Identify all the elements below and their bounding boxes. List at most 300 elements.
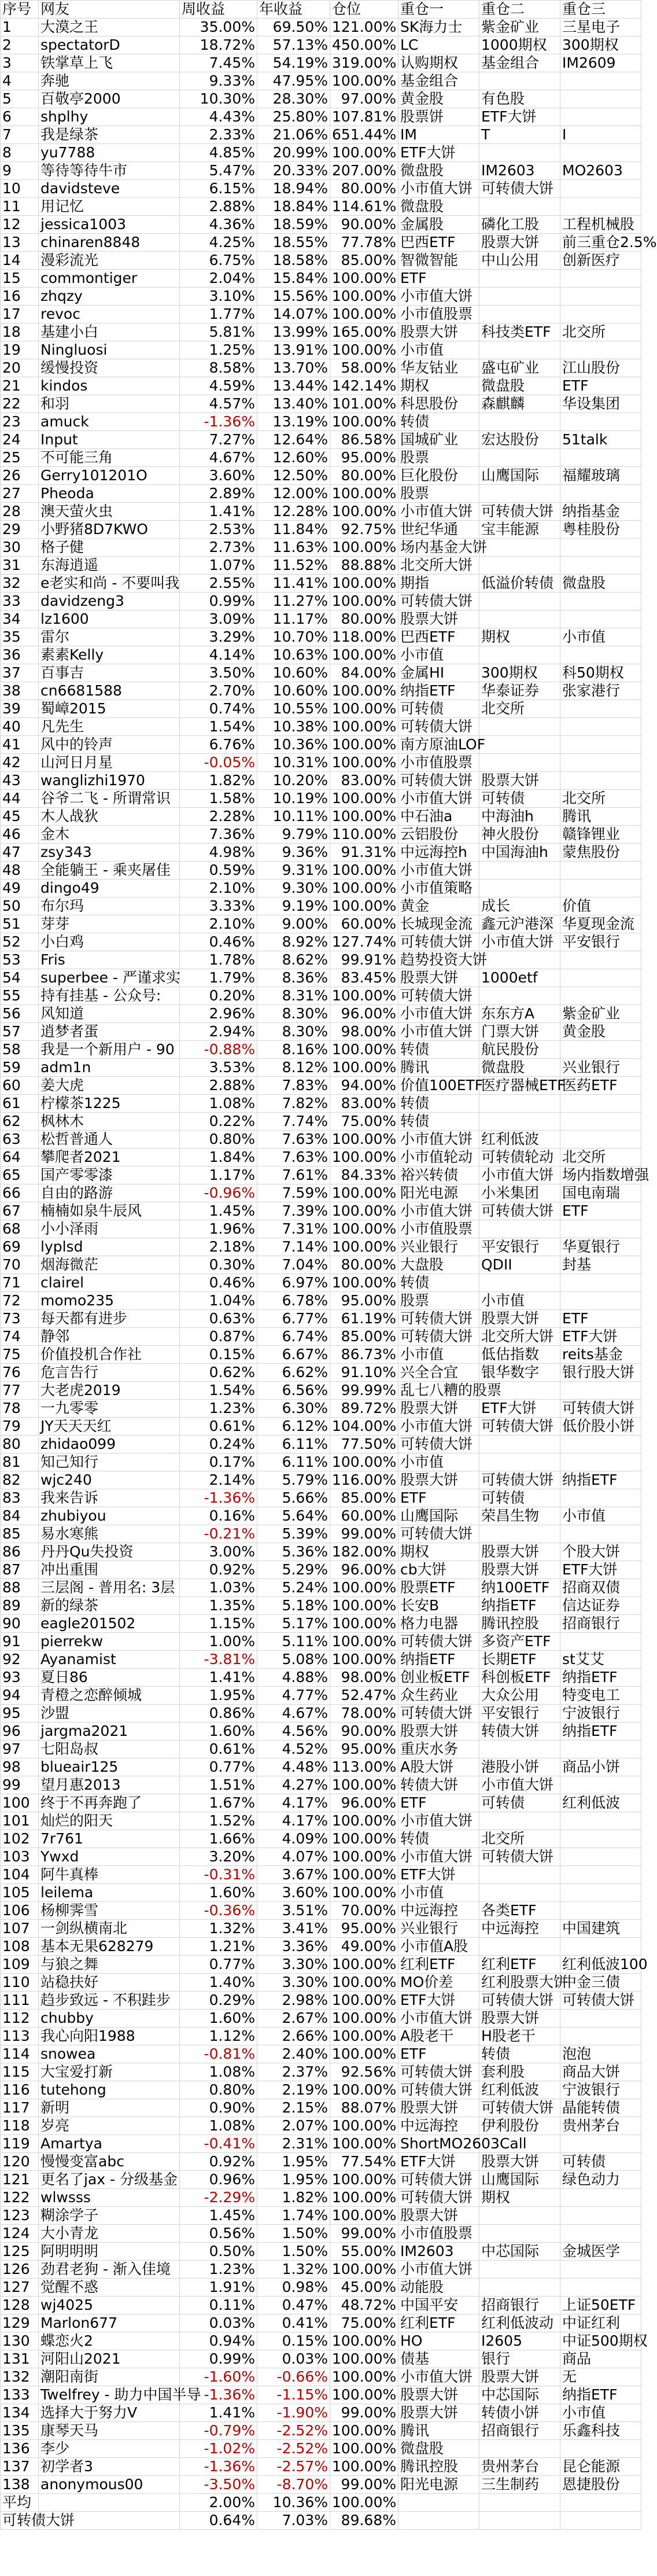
cell-position[interactable]: 92.75% xyxy=(330,521,398,539)
cell-holding-3[interactable] xyxy=(560,2189,641,2207)
cell-annual-return[interactable]: 6.56% xyxy=(257,1382,330,1400)
cell-position[interactable]: 75.00% xyxy=(330,2314,398,2332)
table-row[interactable] xyxy=(1,1758,641,1776)
cell-holding-2[interactable] xyxy=(479,646,560,664)
cell-position[interactable]: 98.00% xyxy=(330,1023,398,1041)
cell-annual-return[interactable]: 4.09% xyxy=(257,1830,330,1848)
cell-weekly-return[interactable]: 1.54% xyxy=(180,718,257,736)
cell-holding-2[interactable]: 紫金矿业 xyxy=(479,19,560,36)
cell-weekly-return[interactable]: 2.73% xyxy=(180,539,257,557)
cell-user[interactable]: 阿明明明 xyxy=(39,2243,180,2261)
cell-user[interactable]: wlwsss xyxy=(39,2189,180,2207)
cell-user[interactable]: zhidao099 xyxy=(39,1436,180,1453)
cell-position[interactable]: 100.00% xyxy=(330,503,398,521)
cell-holding-1[interactable]: 股票大饼 xyxy=(398,1400,479,1418)
cell-weekly-return[interactable]: 2.10% xyxy=(180,915,257,933)
cell-position[interactable]: 89.68% xyxy=(330,2512,398,2530)
cell-weekly-return[interactable]: 0.46% xyxy=(180,1274,257,1292)
cell-holding-2[interactable] xyxy=(479,341,560,359)
cell-holding-1[interactable]: ShortMO2603Call xyxy=(398,2135,479,2153)
cell-user[interactable]: yu7788 xyxy=(39,144,180,162)
cell-holding-1[interactable]: 中远海控 xyxy=(398,2117,479,2135)
cell-index[interactable]: 110 xyxy=(1,1974,39,1992)
cell-annual-return[interactable]: 5.79% xyxy=(257,1471,330,1489)
cell-holding-2[interactable]: I2605 xyxy=(479,2332,560,2350)
cell-annual-return[interactable]: 18.58% xyxy=(257,252,330,270)
cell-index[interactable]: 11 xyxy=(1,198,39,216)
cell-weekly-return[interactable]: 2.55% xyxy=(180,575,257,593)
cell-user[interactable]: eagle201502 xyxy=(39,1615,180,1633)
cell-holding-1[interactable] xyxy=(398,2512,479,2530)
table-row[interactable] xyxy=(1,1382,641,1400)
cell-weekly-return[interactable]: 6.76% xyxy=(180,736,257,754)
cell-holding-2[interactable]: 期权 xyxy=(479,628,560,646)
cell-holding-1[interactable]: 小市值大饼 xyxy=(398,1812,479,1830)
cell-holding-1[interactable]: 可转债大饼 xyxy=(398,1310,479,1328)
table-row[interactable] xyxy=(1,2081,641,2099)
cell-user[interactable]: Ayanamist xyxy=(39,1651,180,1669)
cell-annual-return[interactable]: 5.39% xyxy=(257,1525,330,1543)
cell-user[interactable]: 基本无果628279 xyxy=(39,1938,180,1956)
cell-annual-return[interactable]: 2.98% xyxy=(257,1992,330,2010)
cell-position[interactable]: 84.33% xyxy=(330,1166,398,1184)
cell-weekly-return[interactable]: 1.32% xyxy=(180,1920,257,1938)
cell-user[interactable]: 初学者3 xyxy=(39,2458,180,2476)
cell-user[interactable]: 基建小白 xyxy=(39,323,180,341)
cell-weekly-return[interactable]: 2.14% xyxy=(180,1471,257,1489)
cell-holding-2[interactable]: ETF大饼 xyxy=(479,108,560,126)
cell-index[interactable]: 57 xyxy=(1,1023,39,1041)
cell-user[interactable]: 素素Kelly xyxy=(39,646,180,664)
table-row[interactable] xyxy=(1,521,641,539)
table-row[interactable] xyxy=(1,2476,641,2494)
table-row[interactable] xyxy=(1,593,641,610)
cell-holding-1[interactable]: 阳光电源 xyxy=(398,1184,479,1202)
table-row[interactable] xyxy=(1,1328,641,1346)
cell-holding-3[interactable]: 创新医疗 xyxy=(560,252,641,270)
cell-index[interactable]: 90 xyxy=(1,1615,39,1633)
cell-holding-3[interactable]: 无 xyxy=(560,2368,641,2386)
cell-weekly-return[interactable]: 0.64% xyxy=(180,2512,257,2530)
cell-weekly-return[interactable]: 0.61% xyxy=(180,1740,257,1758)
table-row[interactable] xyxy=(1,1149,641,1166)
cell-weekly-return[interactable]: 1.12% xyxy=(180,2027,257,2045)
cell-weekly-return[interactable]: 4.85% xyxy=(180,144,257,162)
cell-annual-return[interactable]: 10.36% xyxy=(257,2494,330,2512)
cell-holding-2[interactable]: 山鹰国际 xyxy=(479,467,560,485)
cell-holding-1[interactable]: 可转债大饼 xyxy=(398,1633,479,1651)
cell-holding-1[interactable]: 小市值大饼 xyxy=(398,1005,479,1023)
cell-user[interactable]: 灿烂的阳天 xyxy=(39,1812,180,1830)
cell-index[interactable]: 34 xyxy=(1,610,39,628)
cell-holding-2[interactable]: 可转债 xyxy=(479,790,560,808)
cell-index[interactable]: 73 xyxy=(1,1310,39,1328)
cell-weekly-return[interactable]: 0.80% xyxy=(180,2081,257,2099)
cell-index[interactable]: 83 xyxy=(1,1489,39,1507)
table-row[interactable] xyxy=(1,413,641,431)
table-row[interactable] xyxy=(1,1884,641,1902)
cell-weekly-return[interactable]: 2.94% xyxy=(180,1023,257,1041)
cell-holding-3[interactable] xyxy=(560,557,641,575)
cell-holding-3[interactable] xyxy=(560,1866,641,1884)
cell-holding-2[interactable] xyxy=(479,1095,560,1113)
cell-holding-1[interactable]: 股票大饼 xyxy=(398,2404,479,2422)
cell-weekly-return[interactable]: 3.10% xyxy=(180,288,257,306)
cell-user[interactable]: adm1n xyxy=(39,1059,180,1077)
cell-holding-1[interactable]: 转债 xyxy=(398,1041,479,1059)
cell-holding-1[interactable]: 中远海控h xyxy=(398,844,479,862)
table-row[interactable] xyxy=(1,557,641,575)
cell-holding-3[interactable]: 纳指ETF xyxy=(560,1723,641,1740)
cell-holding-3[interactable] xyxy=(560,108,641,126)
cell-user[interactable]: 阿牛真棒 xyxy=(39,1866,180,1884)
cell-annual-return[interactable]: 4.07% xyxy=(257,1848,330,1866)
cell-annual-return[interactable]: 10.55% xyxy=(257,700,330,718)
cell-annual-return[interactable]: 5.36% xyxy=(257,1543,330,1561)
cell-holding-1[interactable]: 创业板ETF xyxy=(398,1669,479,1687)
cell-holding-3[interactable]: 中证500期权 xyxy=(560,2332,641,2350)
cell-index[interactable]: 111 xyxy=(1,1992,39,2010)
cell-holding-3[interactable] xyxy=(560,700,641,718)
cell-position[interactable]: 99.00% xyxy=(330,1525,398,1543)
cell-user[interactable]: 康琴天马 xyxy=(39,2422,180,2440)
cell-annual-return[interactable]: -2.52% xyxy=(257,2440,330,2458)
cell-holding-1[interactable]: 可转债大饼 xyxy=(398,2189,479,2207)
cell-position[interactable]: 96.00% xyxy=(330,1005,398,1023)
cell-position[interactable]: 100.00% xyxy=(330,1579,398,1597)
cell-user[interactable]: 格子健 xyxy=(39,539,180,557)
cell-weekly-return[interactable]: 1.21% xyxy=(180,1938,257,1956)
cell-holding-2[interactable]: 可转债大饼 xyxy=(479,1848,560,1866)
cell-holding-2[interactable]: 1000etf xyxy=(479,969,560,987)
cell-user[interactable]: 大漠之王 xyxy=(39,19,180,36)
cell-position[interactable]: 100.00% xyxy=(330,2458,398,2476)
cell-holding-3[interactable] xyxy=(560,1131,641,1149)
cell-holding-1[interactable]: 可转债大饼 xyxy=(398,2063,479,2081)
cell-holding-3[interactable]: 华设集团 xyxy=(560,395,641,413)
table-row[interactable] xyxy=(1,1633,641,1651)
cell-index[interactable]: 24 xyxy=(1,431,39,449)
cell-holding-1[interactable]: 转债 xyxy=(398,413,479,431)
cell-weekly-return[interactable]: 4.43% xyxy=(180,108,257,126)
cell-index[interactable]: 75 xyxy=(1,1346,39,1364)
cell-user[interactable]: jessica1003 xyxy=(39,216,180,234)
cell-holding-2[interactable]: 1000期权 xyxy=(479,36,560,54)
cell-annual-return[interactable]: 10.11% xyxy=(257,808,330,826)
cell-index[interactable]: 94 xyxy=(1,1687,39,1705)
cell-user[interactable]: 谷爷二飞 - 所谓常识 xyxy=(39,790,180,808)
cell-holding-2[interactable]: 可转债大饼 xyxy=(479,180,560,198)
cell-position[interactable]: 94.00% xyxy=(330,1077,398,1095)
table-row[interactable] xyxy=(1,288,641,306)
cell-holding-3[interactable] xyxy=(560,288,641,306)
cell-holding-2[interactable]: 300期权 xyxy=(479,664,560,682)
cell-holding-1[interactable]: 股票饼 xyxy=(398,108,479,126)
cell-holding-2[interactable]: 股票大饼 xyxy=(479,2368,560,2386)
table-row[interactable] xyxy=(1,1920,641,1938)
table-row[interactable] xyxy=(1,2297,641,2314)
cell-holding-3[interactable]: 场内指数增强 xyxy=(560,1166,641,1184)
cell-index[interactable]: 1 xyxy=(1,19,39,36)
cell-position[interactable]: 100.00% xyxy=(330,1184,398,1202)
cell-index[interactable]: 134 xyxy=(1,2404,39,2422)
cell-weekly-return[interactable]: -0.96% xyxy=(180,1184,257,1202)
cell-index[interactable]: 123 xyxy=(1,2207,39,2225)
cell-holding-1[interactable]: 小市值大饼 xyxy=(398,2010,479,2027)
cell-weekly-return[interactable]: 1.35% xyxy=(180,1597,257,1615)
cell-holding-2[interactable]: 银华数字 xyxy=(479,1364,560,1382)
cell-weekly-return[interactable]: 0.46% xyxy=(180,933,257,951)
table-row[interactable] xyxy=(1,144,641,162)
cell-holding-1[interactable]: 金属HI xyxy=(398,664,479,682)
cell-index[interactable]: 27 xyxy=(1,485,39,503)
table-row[interactable] xyxy=(1,395,641,413)
cell-position[interactable]: 100.00% xyxy=(330,1992,398,2010)
cell-holding-3[interactable]: 腾讯 xyxy=(560,808,641,826)
cell-user[interactable]: 小小泽雨 xyxy=(39,1220,180,1238)
cell-holding-2[interactable] xyxy=(479,413,560,431)
cell-annual-return[interactable]: 10.60% xyxy=(257,682,330,700)
cell-position[interactable]: 99.00% xyxy=(330,2476,398,2494)
cell-position[interactable]: 100.00% xyxy=(330,1453,398,1471)
header-col-holding-3[interactable]: 重仓三 xyxy=(560,1,641,19)
cell-annual-return[interactable]: 9.36% xyxy=(257,844,330,862)
cell-holding-3[interactable]: 上证50ETF xyxy=(560,2297,641,2314)
cell-holding-3[interactable]: 黄金股 xyxy=(560,1023,641,1041)
table-row[interactable] xyxy=(1,1131,641,1149)
cell-holding-1[interactable]: ETF xyxy=(398,270,479,288)
cell-holding-3[interactable] xyxy=(560,1489,641,1507)
cell-user[interactable]: 选择大于努力V xyxy=(39,2404,180,2422)
cell-position[interactable]: 77.50% xyxy=(330,1436,398,1453)
cell-holding-3[interactable] xyxy=(560,539,641,557)
cell-index[interactable]: 20 xyxy=(1,359,39,377)
cell-position[interactable]: 100.00% xyxy=(330,72,398,90)
cell-weekly-return[interactable]: 0.92% xyxy=(180,1561,257,1579)
cell-user[interactable]: 我来告诉 xyxy=(39,1489,180,1507)
cell-position[interactable]: 90.00% xyxy=(330,1723,398,1740)
cell-weekly-return[interactable]: 1.79% xyxy=(180,969,257,987)
cell-index[interactable]: 66 xyxy=(1,1184,39,1202)
cell-holding-3[interactable] xyxy=(560,1776,641,1794)
table-row[interactable] xyxy=(1,2171,641,2189)
cell-holding-1[interactable]: IM2603 xyxy=(398,2243,479,2261)
cell-holding-2[interactable]: 微盘股 xyxy=(479,377,560,395)
cell-holding-1[interactable]: 国城矿业 xyxy=(398,431,479,449)
table-row[interactable] xyxy=(1,1812,641,1830)
cell-weekly-return[interactable]: 0.15% xyxy=(180,1346,257,1364)
cell-annual-return[interactable]: 1.32% xyxy=(257,2261,330,2279)
cell-weekly-return[interactable]: 0.63% xyxy=(180,1310,257,1328)
cell-user[interactable]: 持有挂基 - 公众号: xyxy=(39,987,180,1005)
cell-position[interactable]: 116.00% xyxy=(330,1471,398,1489)
cell-index[interactable]: 43 xyxy=(1,772,39,790)
cell-weekly-return[interactable]: 0.77% xyxy=(180,1758,257,1776)
cell-index[interactable]: 128 xyxy=(1,2297,39,2314)
cell-holding-2[interactable] xyxy=(479,557,560,575)
cell-holding-3[interactable]: 招商双债 xyxy=(560,1579,641,1597)
cell-holding-3[interactable] xyxy=(560,1453,641,1471)
cell-holding-3[interactable] xyxy=(560,1848,641,1866)
cell-holding-2[interactable] xyxy=(479,610,560,628)
header-col-user[interactable]: 网友 xyxy=(39,1,180,19)
cell-annual-return[interactable]: 4.67% xyxy=(257,1705,330,1723)
cell-weekly-return[interactable]: 7.27% xyxy=(180,431,257,449)
cell-annual-return[interactable]: 1.95% xyxy=(257,2171,330,2189)
cell-index[interactable]: 77 xyxy=(1,1382,39,1400)
cell-user[interactable]: 楠楠如泉牛辰风 xyxy=(39,1202,180,1220)
cell-index[interactable]: 114 xyxy=(1,2045,39,2063)
cell-index[interactable]: 51 xyxy=(1,915,39,933)
cell-annual-return[interactable]: 8.30% xyxy=(257,1023,330,1041)
cell-user[interactable]: 柠檬茶1225 xyxy=(39,1095,180,1113)
cell-index[interactable]: 49 xyxy=(1,879,39,897)
cell-weekly-return[interactable]: 1.60% xyxy=(180,1884,257,1902)
cell-holding-3[interactable] xyxy=(560,413,641,431)
cell-index[interactable]: 103 xyxy=(1,1848,39,1866)
table-row[interactable] xyxy=(1,1615,641,1633)
cell-holding-1[interactable]: 小市值大饼 xyxy=(398,1131,479,1149)
cell-holding-2[interactable]: 鑫元沪港深 xyxy=(479,915,560,933)
cell-holding-1[interactable]: 可转债大饼 xyxy=(398,1328,479,1346)
cell-weekly-return[interactable]: 0.86% xyxy=(180,1705,257,1723)
cell-holding-1[interactable]: 南方原油LOF xyxy=(398,736,479,754)
table-row[interactable] xyxy=(1,2261,641,2279)
cell-weekly-return[interactable]: -1.60% xyxy=(180,2368,257,2386)
table-row[interactable] xyxy=(1,628,641,646)
cell-holding-1[interactable]: 股票大饼 xyxy=(398,1723,479,1740)
cell-user[interactable]: 趋步致远 - 不积跬步 xyxy=(39,1992,180,2010)
table-row[interactable] xyxy=(1,2027,641,2045)
cell-index[interactable]: 59 xyxy=(1,1059,39,1077)
cell-position[interactable]: 97.00% xyxy=(330,90,398,108)
cell-holding-1[interactable]: SK海力士 xyxy=(398,19,479,36)
cell-weekly-return[interactable]: 1.07% xyxy=(180,557,257,575)
cell-index[interactable]: 58 xyxy=(1,1041,39,1059)
cell-position[interactable]: 85.00% xyxy=(330,1489,398,1507)
cell-annual-return[interactable]: 8.30% xyxy=(257,1005,330,1023)
cell-user[interactable]: superbee - 严谨求实 xyxy=(39,969,180,987)
table-row[interactable] xyxy=(1,1471,641,1489)
cell-holding-3[interactable]: ETF xyxy=(560,1202,641,1220)
cell-index[interactable]: 33 xyxy=(1,593,39,610)
cell-holding-3[interactable]: I xyxy=(560,126,641,144)
cell-user[interactable]: 丹丹Qu失投资 xyxy=(39,1543,180,1561)
cell-weekly-return[interactable]: 1.45% xyxy=(180,2207,257,2225)
table-row[interactable] xyxy=(1,1023,641,1041)
cell-holding-2[interactable] xyxy=(479,72,560,90)
cell-index[interactable]: 102 xyxy=(1,1830,39,1848)
table-row[interactable] xyxy=(1,1669,641,1687)
table-row[interactable] xyxy=(1,1651,641,1669)
cell-index[interactable]: 68 xyxy=(1,1220,39,1238)
cell-holding-3[interactable]: 昆仑能源 xyxy=(560,2458,641,2476)
table-row[interactable] xyxy=(1,2153,641,2171)
cell-annual-return[interactable]: 20.33% xyxy=(257,162,330,180)
table-row[interactable] xyxy=(1,718,641,736)
table-row[interactable] xyxy=(1,90,641,108)
cell-holding-1[interactable]: 可转债大饼 xyxy=(398,772,479,790)
cell-position[interactable]: 100.00% xyxy=(330,1202,398,1220)
table-row[interactable] xyxy=(1,2099,641,2117)
cell-annual-return[interactable]: 0.47% xyxy=(257,2297,330,2314)
header-col-holding-1[interactable]: 重仓一 xyxy=(398,1,479,19)
cell-user[interactable]: snowea xyxy=(39,2045,180,2063)
cell-holding-3[interactable]: 紫金矿业 xyxy=(560,1005,641,1023)
cell-holding-3[interactable] xyxy=(560,306,641,323)
cell-holding-3[interactable] xyxy=(560,646,641,664)
header-col-weekly-return[interactable]: 周收益 xyxy=(180,1,257,19)
cell-weekly-return[interactable]: 2.53% xyxy=(180,521,257,539)
cell-weekly-return[interactable]: 1.00% xyxy=(180,1633,257,1651)
cell-index[interactable]: 15 xyxy=(1,270,39,288)
cell-user[interactable]: 松哲普通人 xyxy=(39,1131,180,1149)
cell-position[interactable]: 113.00% xyxy=(330,1758,398,1776)
cell-index[interactable]: 36 xyxy=(1,646,39,664)
cell-annual-return[interactable]: 11.17% xyxy=(257,610,330,628)
cell-annual-return[interactable]: 3.30% xyxy=(257,1956,330,1974)
cell-annual-return[interactable]: 5.64% xyxy=(257,1507,330,1525)
cell-index[interactable]: 41 xyxy=(1,736,39,754)
cell-holding-1[interactable]: 趋势投资大饼 xyxy=(398,951,479,969)
cell-position[interactable]: 83.00% xyxy=(330,1095,398,1113)
cell-holding-3[interactable]: 价值 xyxy=(560,897,641,915)
cell-holding-3[interactable]: 封基 xyxy=(560,1256,641,1274)
cell-user[interactable]: 与狼之舞 xyxy=(39,1956,180,1974)
cell-holding-2[interactable]: 宝丰能源 xyxy=(479,521,560,539)
cell-holding-1[interactable]: 股票大饼 xyxy=(398,2207,479,2225)
cell-weekly-return[interactable]: 1.25% xyxy=(180,341,257,359)
cell-holding-1[interactable]: 小市值 xyxy=(398,1884,479,1902)
cell-user[interactable]: 芽芽 xyxy=(39,915,180,933)
cell-holding-1[interactable]: 小市值股票 xyxy=(398,2225,479,2243)
cell-weekly-return[interactable]: 1.77% xyxy=(180,306,257,323)
cell-annual-return[interactable]: 7.63% xyxy=(257,1131,330,1149)
cell-index[interactable]: 17 xyxy=(1,306,39,323)
cell-position[interactable]: 100.00% xyxy=(330,1812,398,1830)
cell-weekly-return[interactable]: 4.25% xyxy=(180,234,257,252)
cell-user[interactable]: 青橙之恋醉倾城 xyxy=(39,1687,180,1705)
cell-holding-2[interactable]: 盛屯矿业 xyxy=(479,359,560,377)
cell-holding-3[interactable] xyxy=(560,72,641,90)
cell-holding-1[interactable]: 可转债大饼 xyxy=(398,1525,479,1543)
cell-position[interactable]: 92.56% xyxy=(330,2063,398,2081)
cell-index[interactable]: 55 xyxy=(1,987,39,1005)
cell-position[interactable]: 100.00% xyxy=(330,2422,398,2440)
cell-holding-1[interactable]: 微盘股 xyxy=(398,2440,479,2458)
cell-holding-1[interactable]: 巨化股份 xyxy=(398,467,479,485)
cell-holding-1[interactable]: 可转债大饼 xyxy=(398,2081,479,2099)
table-row[interactable] xyxy=(1,54,641,72)
cell-weekly-return[interactable]: 1.60% xyxy=(180,2010,257,2027)
cell-holding-3[interactable]: 可转债 xyxy=(560,2153,641,2171)
cell-weekly-return[interactable]: 1.08% xyxy=(180,2063,257,2081)
cell-holding-1[interactable]: 乱七八糟的股票 xyxy=(398,1382,479,1400)
table-row[interactable] xyxy=(1,1956,641,1974)
cell-position[interactable]: 45.00% xyxy=(330,2279,398,2297)
cell-position[interactable]: 100.00% xyxy=(330,897,398,915)
cell-annual-return[interactable]: 11.63% xyxy=(257,539,330,557)
cell-holding-2[interactable]: 套利股 xyxy=(479,2063,560,2081)
cell-holding-2[interactable] xyxy=(479,1436,560,1453)
cell-position[interactable]: 78.00% xyxy=(330,1705,398,1723)
cell-index[interactable]: 29 xyxy=(1,521,39,539)
table-row[interactable] xyxy=(1,216,641,234)
cell-annual-return[interactable]: 2.66% xyxy=(257,2027,330,2045)
cell-position[interactable]: 114.61% xyxy=(330,198,398,216)
cell-holding-3[interactable]: 商品大饼 xyxy=(560,2063,641,2081)
table-row[interactable] xyxy=(1,2350,641,2368)
